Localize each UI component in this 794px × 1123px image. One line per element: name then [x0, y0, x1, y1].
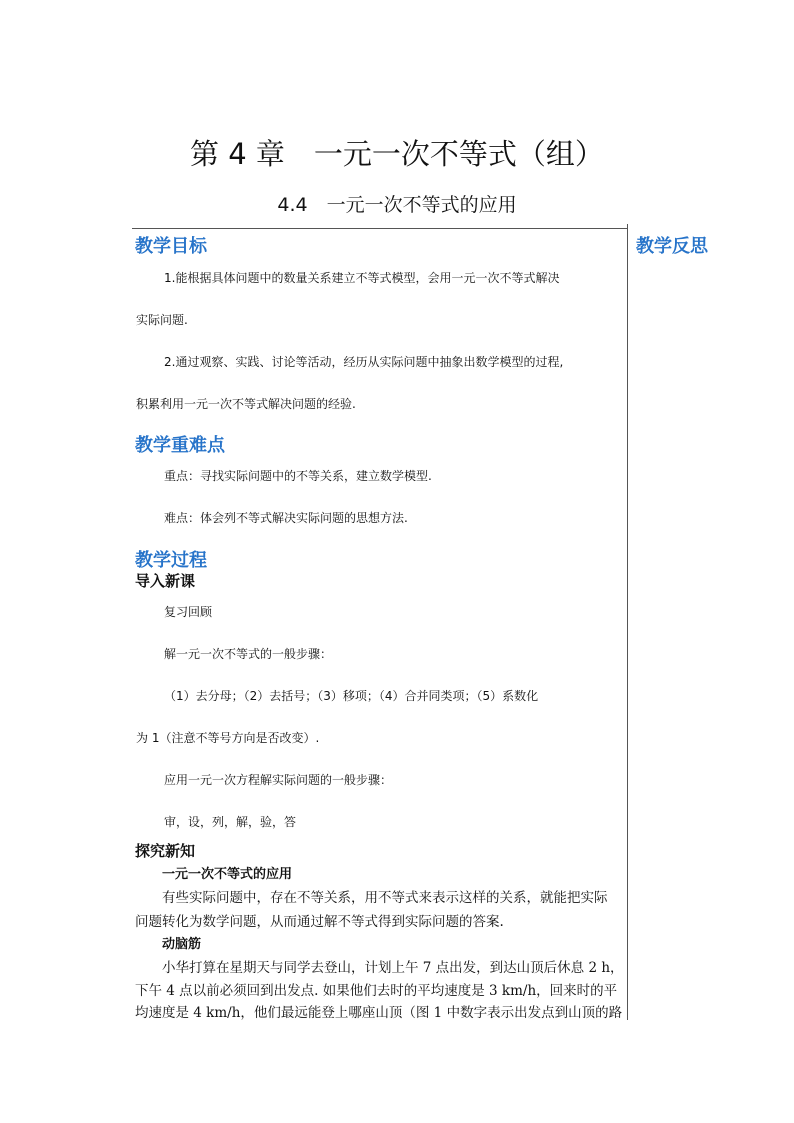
reflection-heading: 教学反思	[636, 236, 708, 257]
section-title: 4.4 一元一次不等式的应用	[277, 194, 517, 216]
explore-paragraph-line-2: 问题转化为数学问题，从而通过解不等式得到实际问题的答案.	[135, 914, 504, 930]
think-line-3: 均速度是 4 km/h，他们最远能登上哪座山顶（图 1 中数字表示出发点到山顶的路	[135, 1005, 623, 1021]
think-heading: 动脑筋	[162, 937, 202, 952]
goals-heading: 教学目标	[135, 236, 207, 257]
intro-heading: 导入新课	[135, 572, 196, 590]
process-heading: 教学过程	[135, 550, 207, 571]
review-label: 复习回顾	[164, 605, 213, 619]
column-divider	[627, 224, 628, 1020]
steps-line-1: （1）去分母；（2）去括号；（3）移项；（4）合并同类项；（5）系数化	[164, 689, 539, 703]
chapter-title: 第 4 章 一元一次不等式（组）	[190, 137, 604, 171]
goals-line-1: 1.能根据具体问题中的数量关系建立不等式模型，会用一元一次不等式解决	[164, 271, 560, 285]
focus-text: 重点：寻找实际问题中的不等关系，建立数学模型.	[164, 469, 432, 483]
equation-steps-title: 应用一元一次方程解实际问题的一般步骤：	[164, 773, 393, 787]
explore-paragraph-line-1: 有些实际问题中，存在不等关系，用不等式来表示这样的关系，就能把实际	[162, 890, 608, 906]
goals-line-4: 积累利用一元一次不等式解决问题的经验.	[136, 397, 356, 411]
difficulty-text: 难点：体会列不等式解决实际问题的思想方法.	[164, 511, 408, 525]
key-points-heading: 教学重难点	[135, 435, 225, 456]
steps-title: 解一元一次不等式的一般步骤：	[164, 647, 333, 661]
goals-line-2: 实际问题.	[136, 313, 188, 327]
think-line-1: 小华打算在星期天与同学去登山，计划上午 7 点出发，到达山顶后休息 2 h，	[162, 960, 624, 976]
explore-subheading: 一元一次不等式的应用	[162, 867, 293, 882]
goals-line-3: 2.通过观察、实践、讨论等活动，经历从实际问题中抽象出数学模型的过程,	[164, 355, 564, 369]
steps-line-2: 为 1（注意不等号方向是否改变）.	[136, 731, 320, 745]
think-line-2: 下午 4 点以前必须回到出发点. 如果他们去时的平均速度是 3 km/h，回来时的平	[135, 983, 618, 999]
table-top-rule	[132, 228, 627, 229]
equation-steps: 审，设，列，解，验，答	[164, 815, 297, 829]
explore-heading: 探究新知	[135, 842, 196, 860]
